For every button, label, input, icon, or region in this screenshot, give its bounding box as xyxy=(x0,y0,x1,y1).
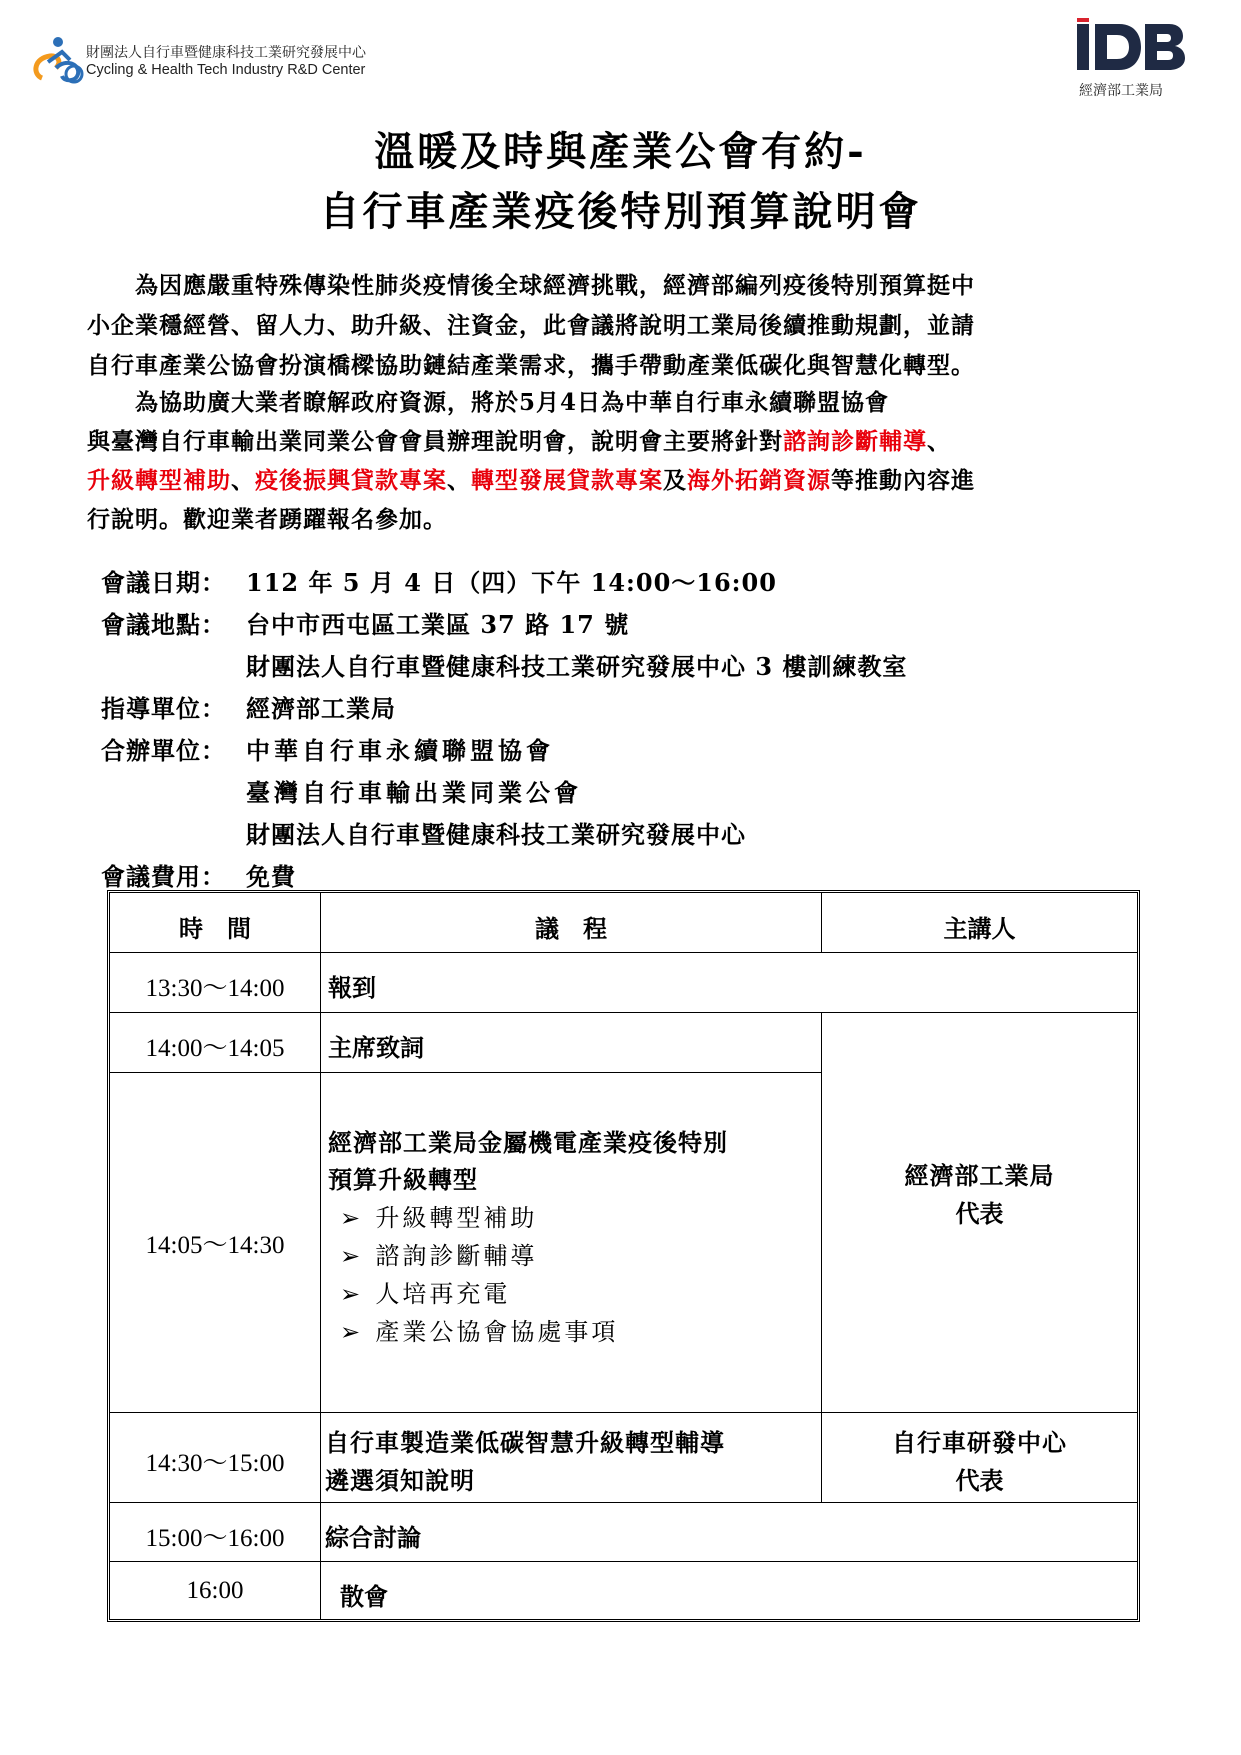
row5-agenda: 綜合討論 xyxy=(325,1523,421,1552)
row3-bullet-4 xyxy=(340,1312,618,1347)
center-name-en: Cycling & Health Tech Industry R&D Center xyxy=(86,62,366,78)
highlight-consulting: 諮詢診斷輔導 xyxy=(783,428,927,455)
header-speaker: 主講人 xyxy=(943,914,1016,943)
idb-caption: 經濟部工業局 xyxy=(1079,83,1163,99)
guide-value: 經濟部工業局 xyxy=(246,694,396,723)
intro-p1-line2: 小企業穩經營、留人力、助升級、注資金，此會議將說明工業局後續推動規劃，並請 xyxy=(87,312,975,339)
intro-p2-line4: 行說明。歡迎業者踴躍報名參加。 xyxy=(87,506,447,533)
intro-p2-line2 xyxy=(87,423,951,456)
bullet-arrow-icon: ➢ xyxy=(340,1204,361,1232)
co-value-1: 中華自行車永續聯盟協會 xyxy=(246,736,554,765)
place-value-room: 財團法人自行車暨健康科技工業研究發展中心 3 樓訓練教室 xyxy=(246,652,908,681)
highlight-recovery-loan: 疫後振興貸款專案 xyxy=(255,467,447,494)
row6-agenda: 散會 xyxy=(340,1582,388,1611)
intro-p2-line2-text: 與臺灣自行車輸出業同業公會會員辦理說明會，說明會主要將針對 xyxy=(87,428,783,455)
row1-time: 13:30～14:00 xyxy=(145,975,285,1002)
bullet-text: 人培再充電 xyxy=(375,1280,511,1308)
row4-speaker-line1: 自行車研發中心 xyxy=(892,1428,1067,1457)
bullet-text: 升級轉型補助 xyxy=(375,1204,538,1232)
date-label: 會議日期： xyxy=(101,568,226,597)
row3-bullet-1 xyxy=(340,1198,537,1233)
row23-speaker-line2: 代表 xyxy=(955,1199,1004,1228)
row23-speaker-line1: 經濟部工業局 xyxy=(904,1161,1055,1190)
idb-mark-icon xyxy=(1075,18,1187,76)
intro-sep-2: 、 xyxy=(447,467,471,494)
intro-p1-line1: 為因應嚴重特殊傳染性肺炎疫情後全球經濟挑戰，經濟部編列疫後特別預算挺中 xyxy=(87,272,975,299)
co-value-2: 臺灣自行車輸出業同業公會 xyxy=(246,778,582,807)
intro-p2-line3-tail: 等推動內容進 xyxy=(831,467,975,494)
bullet-arrow-icon: ➢ xyxy=(340,1318,361,1346)
center-name-zh: 財團法人自行車暨健康科技工業研究發展中心 xyxy=(86,45,366,61)
row3-time: 14:05～14:30 xyxy=(145,1232,285,1259)
guide-label: 指導單位： xyxy=(101,694,226,723)
co-label: 合辦單位： xyxy=(101,736,226,765)
row3-agenda-line1: 經濟部工業局金屬機電產業疫後特別 xyxy=(328,1128,728,1157)
row4-agenda-line2: 遴選須知說明 xyxy=(325,1466,475,1495)
cyclist-logo-icon xyxy=(28,34,88,88)
fee-value: 免費 xyxy=(246,862,296,891)
intro-sep-3: 及 xyxy=(663,467,687,494)
date-value: 112 年 5 月 4 日（四）下午 14:00～16:00 xyxy=(246,568,777,597)
center-logo xyxy=(28,32,368,92)
bullet-arrow-icon: ➢ xyxy=(340,1280,361,1308)
co-value-3: 財團法人自行車暨健康科技工業研究發展中心 xyxy=(246,820,746,849)
intro-p1-line3: 自行車產業公協會扮演橋樑協助鏈結產業需求，攜手帶動產業低碳化與智慧化轉型。 xyxy=(87,352,975,379)
row2-agenda: 主席致詞 xyxy=(328,1033,424,1062)
intro-sep-1: 、 xyxy=(231,467,255,494)
bullet-arrow-icon: ➢ xyxy=(340,1242,361,1270)
title-line-1: 溫暖及時與產業公會有約- xyxy=(374,128,867,175)
title-line-2: 自行車產業疫後特別預算說明會 xyxy=(319,188,922,235)
fee-label: 會議費用： xyxy=(101,862,226,891)
intro-p2-line1: 為協助廣大業者瞭解政府資源，將於5月4日為中華自行車永續聯盟協會 xyxy=(87,389,890,416)
bullet-text: 諮詢診斷輔導 xyxy=(375,1242,538,1270)
row3-agenda-line2: 預算升級轉型 xyxy=(328,1165,478,1194)
highlight-overseas-marketing: 海外拓銷資源 xyxy=(687,467,831,494)
row3-bullet-3 xyxy=(340,1274,510,1309)
idb-logo xyxy=(1075,18,1195,102)
row4-agenda-line1: 自行車製造業低碳智慧升級轉型輔導 xyxy=(325,1428,725,1457)
place-value-address: 台中市西屯區工業區 37 路 17 號 xyxy=(246,610,630,639)
bullet-text: 產業公協會協處事項 xyxy=(375,1318,619,1346)
schedule-table xyxy=(107,890,1140,1622)
row5-time: 15:00～16:00 xyxy=(145,1525,285,1552)
highlight-upgrade-subsidy: 升級轉型補助 xyxy=(87,467,231,494)
header-agenda: 議 程 xyxy=(535,914,607,943)
row4-speaker-line2: 代表 xyxy=(955,1466,1004,1495)
highlight-transformation-loan: 轉型發展貸款專案 xyxy=(471,467,663,494)
row4-time: 14:30～15:00 xyxy=(145,1450,285,1477)
header-time: 時 間 xyxy=(179,914,251,943)
row2-time: 14:00～14:05 xyxy=(145,1035,285,1062)
row3-bullet-2 xyxy=(340,1236,537,1271)
intro-p2-line3 xyxy=(87,462,975,495)
row6-time: 16:00 xyxy=(186,1577,244,1604)
row1-agenda: 報到 xyxy=(328,973,376,1002)
place-label: 會議地點： xyxy=(101,610,226,639)
intro-p2-sep: 、 xyxy=(927,428,951,455)
